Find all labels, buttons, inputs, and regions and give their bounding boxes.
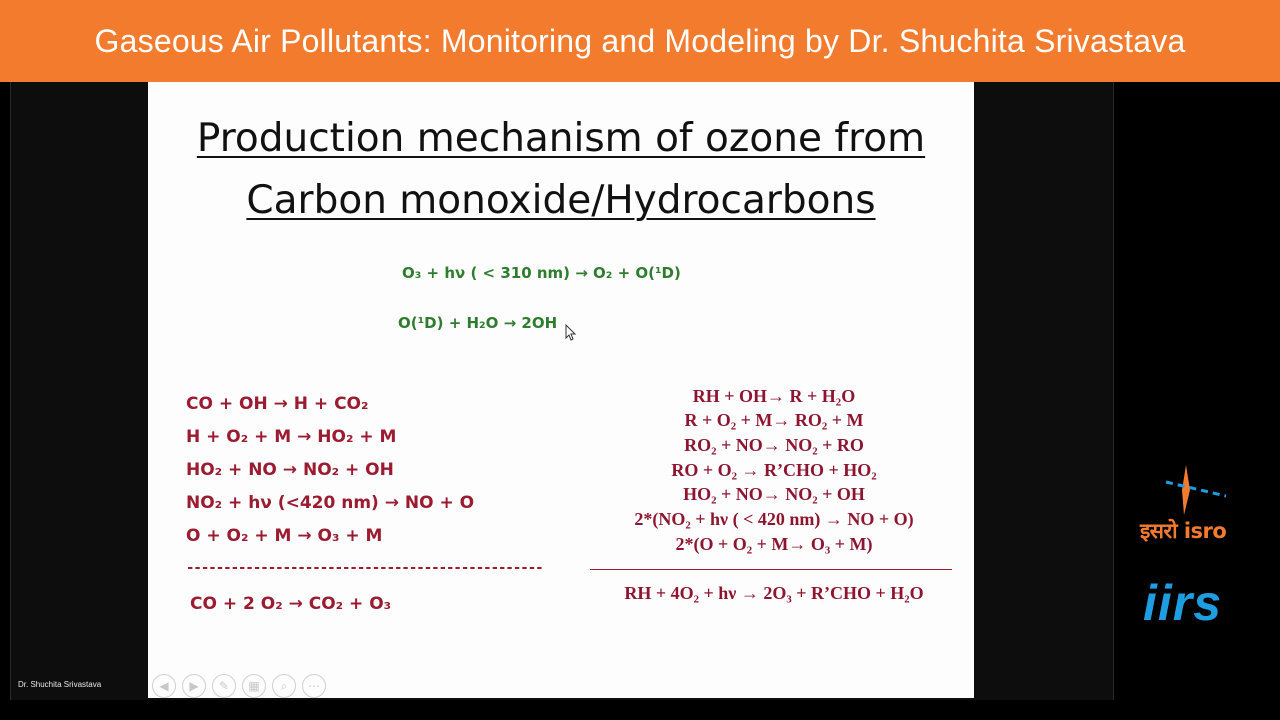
co-reaction-5: O + O₂ + M → O₃ + M	[186, 526, 383, 546]
hc-reaction-6: 2*(NO₂ + hν ( < 420 nm) → NO + O)	[634, 509, 914, 529]
hc-reaction-5: HO₂ + NO→ NO₂ + OH	[683, 484, 865, 504]
co-net-reaction: CO + 2 O₂ → CO₂ + O₃	[190, 594, 392, 614]
slide-title-line2: Carbon monoxide/Hydrocarbons	[246, 178, 876, 223]
hc-reaction-7: 2*(O + O₂ + M→ O₃ + M)	[675, 534, 873, 554]
mouse-cursor-icon	[565, 324, 577, 342]
more-icon[interactable]: ⋯	[302, 674, 326, 698]
hc-reaction-4: RO + O₂ → R’CHO + HO₂	[671, 460, 877, 480]
green-reaction-1: O₃ + hν ( < 310 nm) → O₂ + O(¹D)	[402, 264, 681, 282]
iirs-logo: iirs	[1143, 575, 1223, 631]
banner-title: Gaseous Air Pollutants: Monitoring and Modeling by Dr. Shuchita Srivastava	[94, 22, 1186, 59]
hc-divider	[590, 569, 952, 570]
hc-reaction-1: RH + OH→ R + H₂O	[692, 386, 856, 406]
hc-reaction-3: RO₂ + NO→ NO₂ + RO	[684, 435, 864, 455]
co-reaction-1: CO + OH → H + CO₂	[186, 394, 369, 414]
hc-net-reaction: RH + 4O₂ + hν → 2O₃ + R’CHO + H₂O	[624, 583, 924, 603]
zoom-icon[interactable]: ⌕	[272, 674, 296, 698]
slide-toolbar	[152, 674, 326, 698]
prev-icon[interactable]: ◀	[152, 674, 176, 698]
hc-reaction-2: R + O₂ + M→ RO₂ + M	[684, 410, 864, 430]
co-reaction-3: HO₂ + NO → NO₂ + OH	[186, 460, 394, 480]
green-reaction-2: O(¹D) + H₂O → 2OH	[398, 314, 558, 332]
next-icon[interactable]: ▶	[182, 674, 206, 698]
isro-rocket-logo-icon	[1138, 460, 1258, 520]
presentation-slide	[148, 82, 974, 698]
co-reaction-4: NO₂ + hν (<420 nm) → NO + O	[186, 493, 475, 513]
slide-title-line1: Production mechanism of ozone from	[196, 116, 926, 161]
slides-icon[interactable]: ▦	[242, 674, 266, 698]
isro-wordmark: इसरो isro	[1140, 519, 1227, 543]
co-reaction-2: H + O₂ + M → HO₂ + M	[186, 427, 397, 447]
presenter-name: Dr. Shuchita Srivastava	[18, 680, 102, 689]
title-banner	[0, 0, 1280, 82]
pen-icon[interactable]: ✎	[212, 674, 236, 698]
co-separator-line: ------------------------------------------------	[186, 560, 543, 576]
